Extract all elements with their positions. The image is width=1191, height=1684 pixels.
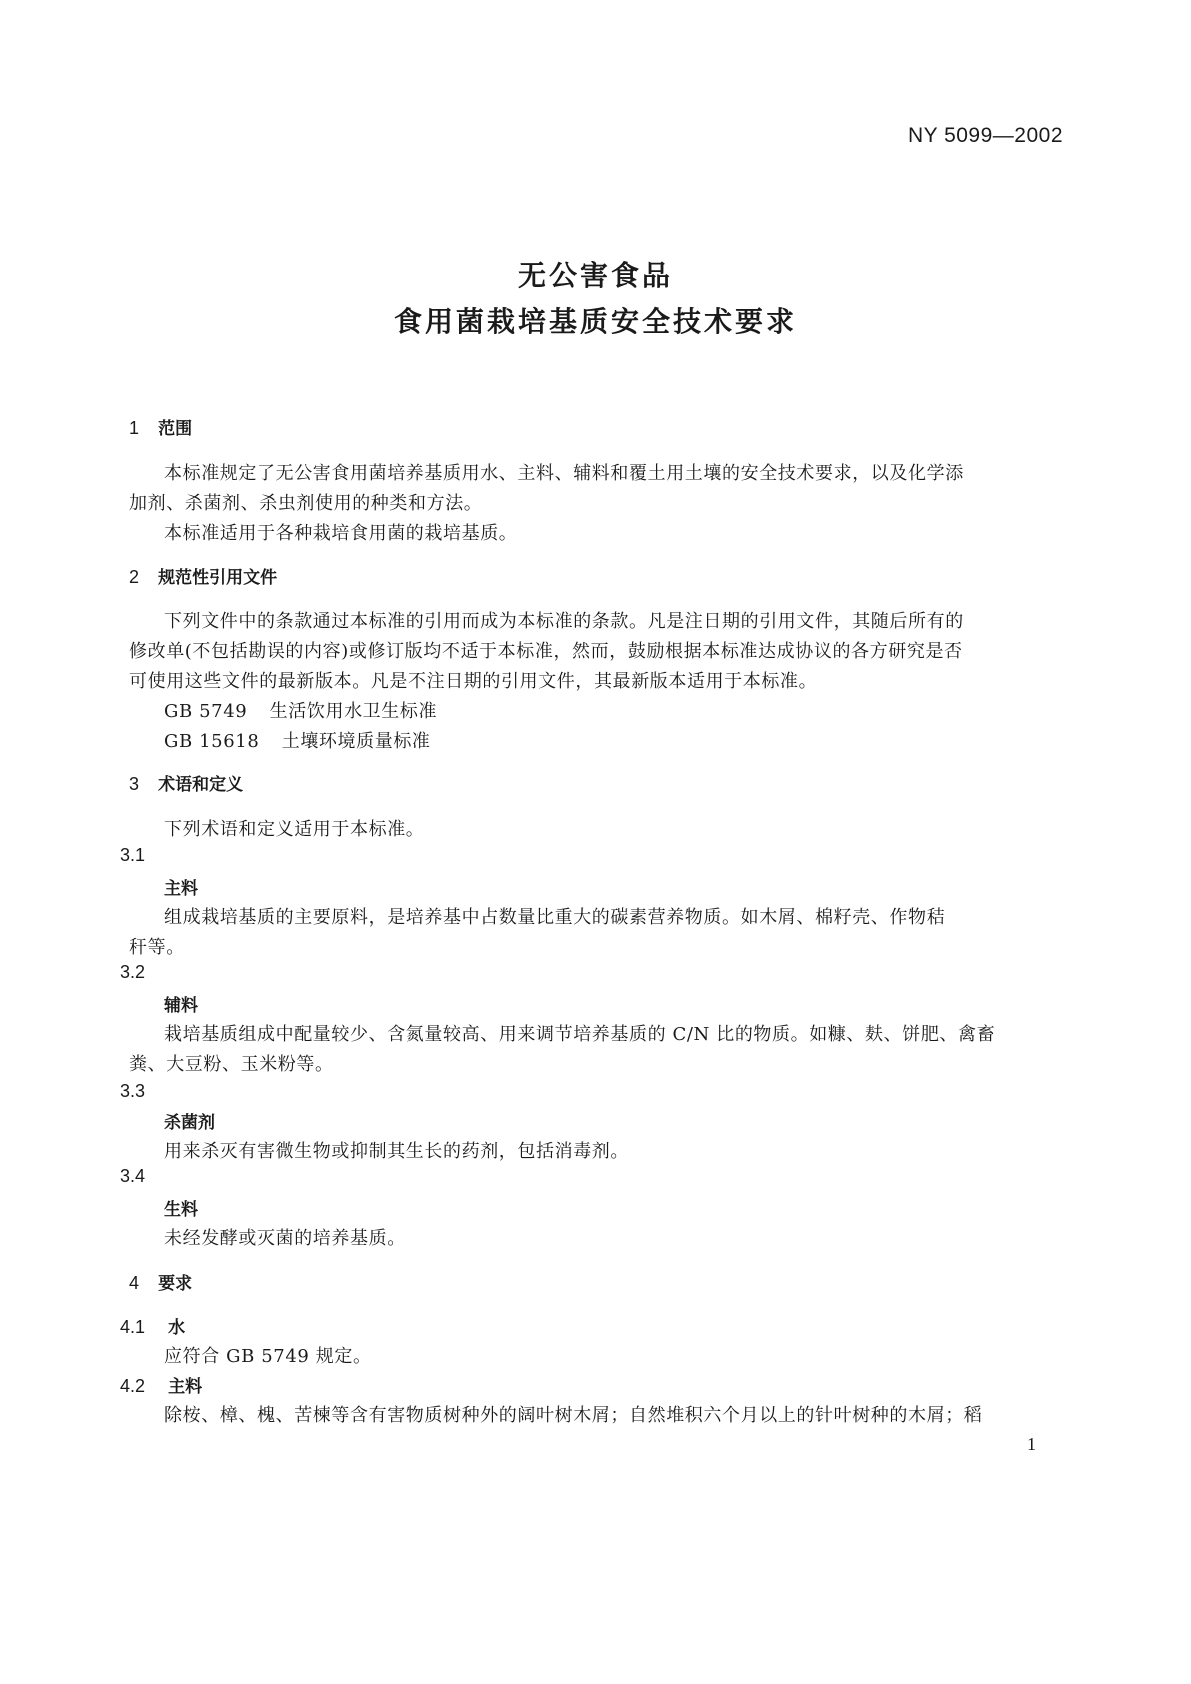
paragraph-line: 加剂、杀菌剂、杀虫剂使用的种类和方法。	[129, 493, 483, 514]
subsection-number: 4.1	[120, 1317, 146, 1337]
reference-code: GB 15618	[164, 731, 260, 752]
paragraph-line: 下列文件中的条款通过本标准的引用而成为本标准的条款。凡是注日期的引用文件，其随后所有的	[164, 611, 964, 632]
section-3-heading	[129, 770, 243, 795]
term-name: 杀菌剂	[164, 1113, 215, 1133]
term-name: 辅料	[164, 996, 198, 1016]
term-definition: 未经发酵或灭菌的培养基质。	[164, 1228, 406, 1249]
standard-code: NY 5099—2002	[907, 124, 1063, 147]
term-number: 3.2	[120, 962, 146, 982]
term-definition: 粪、大豆粉、玉米粉等。	[129, 1054, 334, 1075]
term-number: 3.3	[120, 1081, 146, 1101]
paragraph-line: 本标准适用于各种栽培食用菌的栽培基质。	[164, 523, 518, 544]
term-definition: 栽培基质组成中配量较少、含氮量较高、用来调节培养基质的 C/N 比的物质。如糠、麸、饼肥、禽畜	[164, 1024, 996, 1045]
paragraph-line: 可使用这些文件的最新版本。凡是不注日期的引用文件，其最新版本适用于本标准。	[129, 671, 818, 692]
section-title: 术语和定义	[158, 775, 244, 795]
reference-title: 土壤环境质量标准	[281, 731, 431, 752]
term-name: 生料	[164, 1200, 198, 1220]
reference-item	[164, 697, 437, 723]
section-2-heading	[129, 563, 277, 588]
reference-code: GB 5749	[164, 701, 248, 722]
subsection-title: 主料	[168, 1377, 203, 1397]
term-definition: 用来杀灭有害微生物或抑制其生长的药剂，包括消毒剂。	[164, 1141, 629, 1162]
term-name: 主料	[164, 879, 198, 899]
paragraph-line: 本标准规定了无公害食用菌培养基质用水、主料、辅料和覆土用土壤的安全技术要求，以及化学添	[164, 463, 964, 484]
section-title: 规范性引用文件	[158, 568, 278, 588]
title-line-1: 无公害食品	[517, 259, 673, 292]
paragraph-line: 修改单(不包括勘误的内容)或修订版均不适于本标准，然而，鼓励根据本标准达成协议的各方研究是否	[129, 641, 963, 662]
section-title: 范围	[158, 419, 193, 439]
section-number: 4	[129, 1273, 140, 1293]
reference-item	[164, 727, 431, 753]
title-line-2: 食用菌栽培基质安全技术要求	[393, 305, 797, 338]
subsection-title: 水	[168, 1318, 186, 1338]
paragraph-line: 下列术语和定义适用于本标准。	[164, 819, 425, 840]
section-title: 要求	[158, 1274, 193, 1294]
term-definition: 组成栽培基质的主要原料，是培养基中占数量比重大的碳素营养物质。如木屑、棉籽壳、作物秸	[164, 907, 946, 928]
page-number: 1	[1027, 1434, 1036, 1454]
paragraph-line: 除桉、樟、槐、苦楝等含有害物质树种外的阔叶树木屑；自然堆积六个月以上的针叶树种的木屑；稻	[164, 1405, 983, 1426]
section-number: 1	[129, 418, 140, 438]
reference-title: 生活饮用水卫生标准	[269, 701, 438, 722]
subsection-4-2-heading	[120, 1372, 202, 1397]
section-number: 2	[129, 567, 140, 587]
paragraph-line: 应符合 GB 5749 规定。	[164, 1346, 372, 1367]
section-1-heading	[129, 414, 192, 439]
section-number: 3	[129, 774, 140, 794]
subsection-4-1-heading	[120, 1313, 185, 1338]
section-4-heading	[129, 1269, 192, 1294]
term-number: 3.4	[120, 1166, 146, 1186]
subsection-number: 4.2	[120, 1376, 146, 1396]
term-definition: 秆等。	[129, 937, 185, 958]
term-number: 3.1	[120, 845, 146, 865]
